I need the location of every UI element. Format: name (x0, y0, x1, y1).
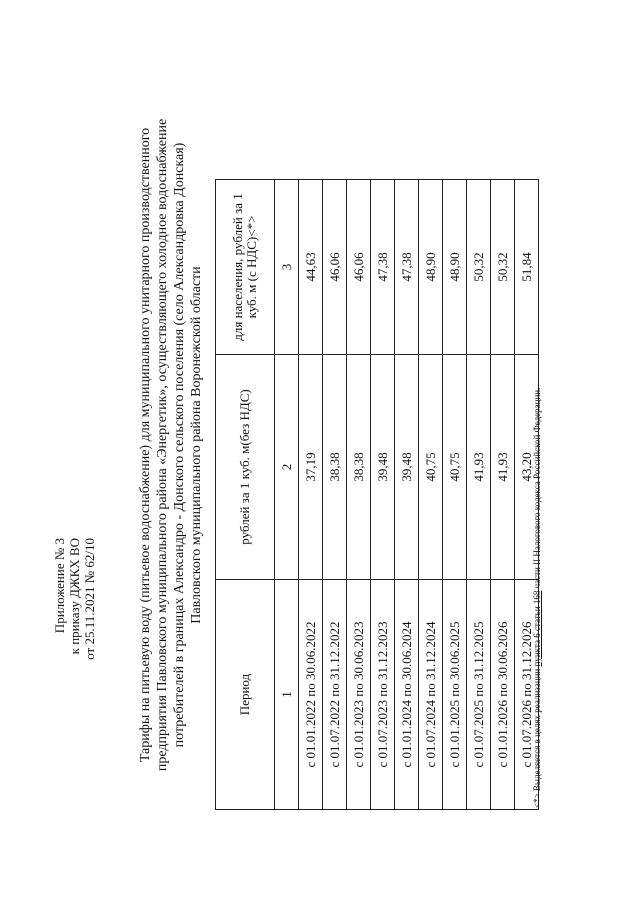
period-cell: с 01.07.2026 по 31.12.2026 (515, 580, 539, 810)
header-price-no-vat: рублей за 1 куб. м(без НДС) (216, 355, 275, 580)
footnote-text: <*> Выделяется в целях реализации (532, 666, 542, 808)
column-number: 3 (275, 180, 299, 355)
price-no-vat-cell: 40,75 (419, 355, 443, 580)
table-row (443, 180, 467, 810)
heading-line-1: Тарифы на питьевую воду (питьевое водоснабжение) для муниципального унитарного производственного (138, 127, 153, 763)
table-row (419, 180, 443, 810)
price-population-cell: 44,63 (299, 180, 323, 355)
period-cell: с 01.01.2025 по 30.06.2025 (443, 580, 467, 810)
period-cell: с 01.01.2026 по 30.06.2026 (491, 580, 515, 810)
price-no-vat-cell: 38,38 (347, 355, 371, 580)
table-row (395, 180, 419, 810)
appendix-reference (52, 538, 97, 660)
heading-line-2: предприятия Павловского муниципального района «Энергетик», осуществляющего холодное водоснабжение (155, 118, 170, 772)
footnote-law-reference: пункта 6 статьи 168 (532, 590, 542, 667)
period-cell: с 01.07.2024 по 31.12.2024 (419, 580, 443, 810)
period-cell: с 01.07.2022 по 31.12.2022 (323, 580, 347, 810)
period-cell: с 01.07.2023 по 31.12.2023 (371, 580, 395, 810)
heading-line-4: Павловского муниципального района Воронежской области (189, 266, 204, 624)
tariff-table (215, 179, 539, 810)
table-row (467, 180, 491, 810)
price-no-vat-cell: 40,75 (443, 355, 467, 580)
price-population-cell: 47,38 (371, 180, 395, 355)
footnote-text-end: части II Налогового кодекса Российской Федерации. (532, 387, 542, 591)
header-period: Период (216, 580, 275, 810)
price-population-cell: 50,32 (467, 180, 491, 355)
appendix-order: к приказу ДЖКХ ВО (67, 538, 82, 655)
price-no-vat-cell: 39,48 (395, 355, 419, 580)
heading-line-3: потребителей в границах Александро - Донского сельского поселения (село Александровка Донская) (172, 142, 187, 748)
period-cell: с 01.01.2023 по 30.06.2023 (347, 580, 371, 810)
table-row (371, 180, 395, 810)
appendix-number: Приложение № 3 (52, 538, 67, 634)
appendix-date: от 25.11.2021 № 62/10 (82, 538, 97, 660)
table-header-row (216, 180, 275, 810)
price-no-vat-cell: 43,20 (515, 355, 539, 580)
price-population-cell: 46,06 (347, 180, 371, 355)
period-cell: с 01.01.2022 по 30.06.2022 (299, 580, 323, 810)
period-cell: с 01.07.2025 по 31.12.2025 (467, 580, 491, 810)
table-row (323, 180, 347, 810)
header-price-population: для населения, рублей за 1 куб. м (с НДС)<*> (216, 180, 275, 355)
price-population-cell: 48,90 (443, 180, 467, 355)
document-heading (137, 85, 205, 805)
price-no-vat-cell: 41,93 (491, 355, 515, 580)
price-no-vat-cell: 39,48 (371, 355, 395, 580)
price-population-cell: 51,84 (515, 180, 539, 355)
price-no-vat-cell: 37,19 (299, 355, 323, 580)
table-column-numbers (275, 180, 299, 810)
price-population-cell: 48,90 (419, 180, 443, 355)
period-cell: с 01.01.2024 по 30.06.2024 (395, 580, 419, 810)
column-number: 2 (275, 355, 299, 580)
footnote (532, 388, 542, 808)
table-row (299, 180, 323, 810)
column-number: 1 (275, 580, 299, 810)
price-no-vat-cell: 38,38 (323, 355, 347, 580)
price-population-cell: 47,38 (395, 180, 419, 355)
price-population-cell: 46,06 (323, 180, 347, 355)
table-row (491, 180, 515, 810)
price-population-cell: 50,32 (491, 180, 515, 355)
table-row (347, 180, 371, 810)
price-no-vat-cell: 41,93 (467, 355, 491, 580)
